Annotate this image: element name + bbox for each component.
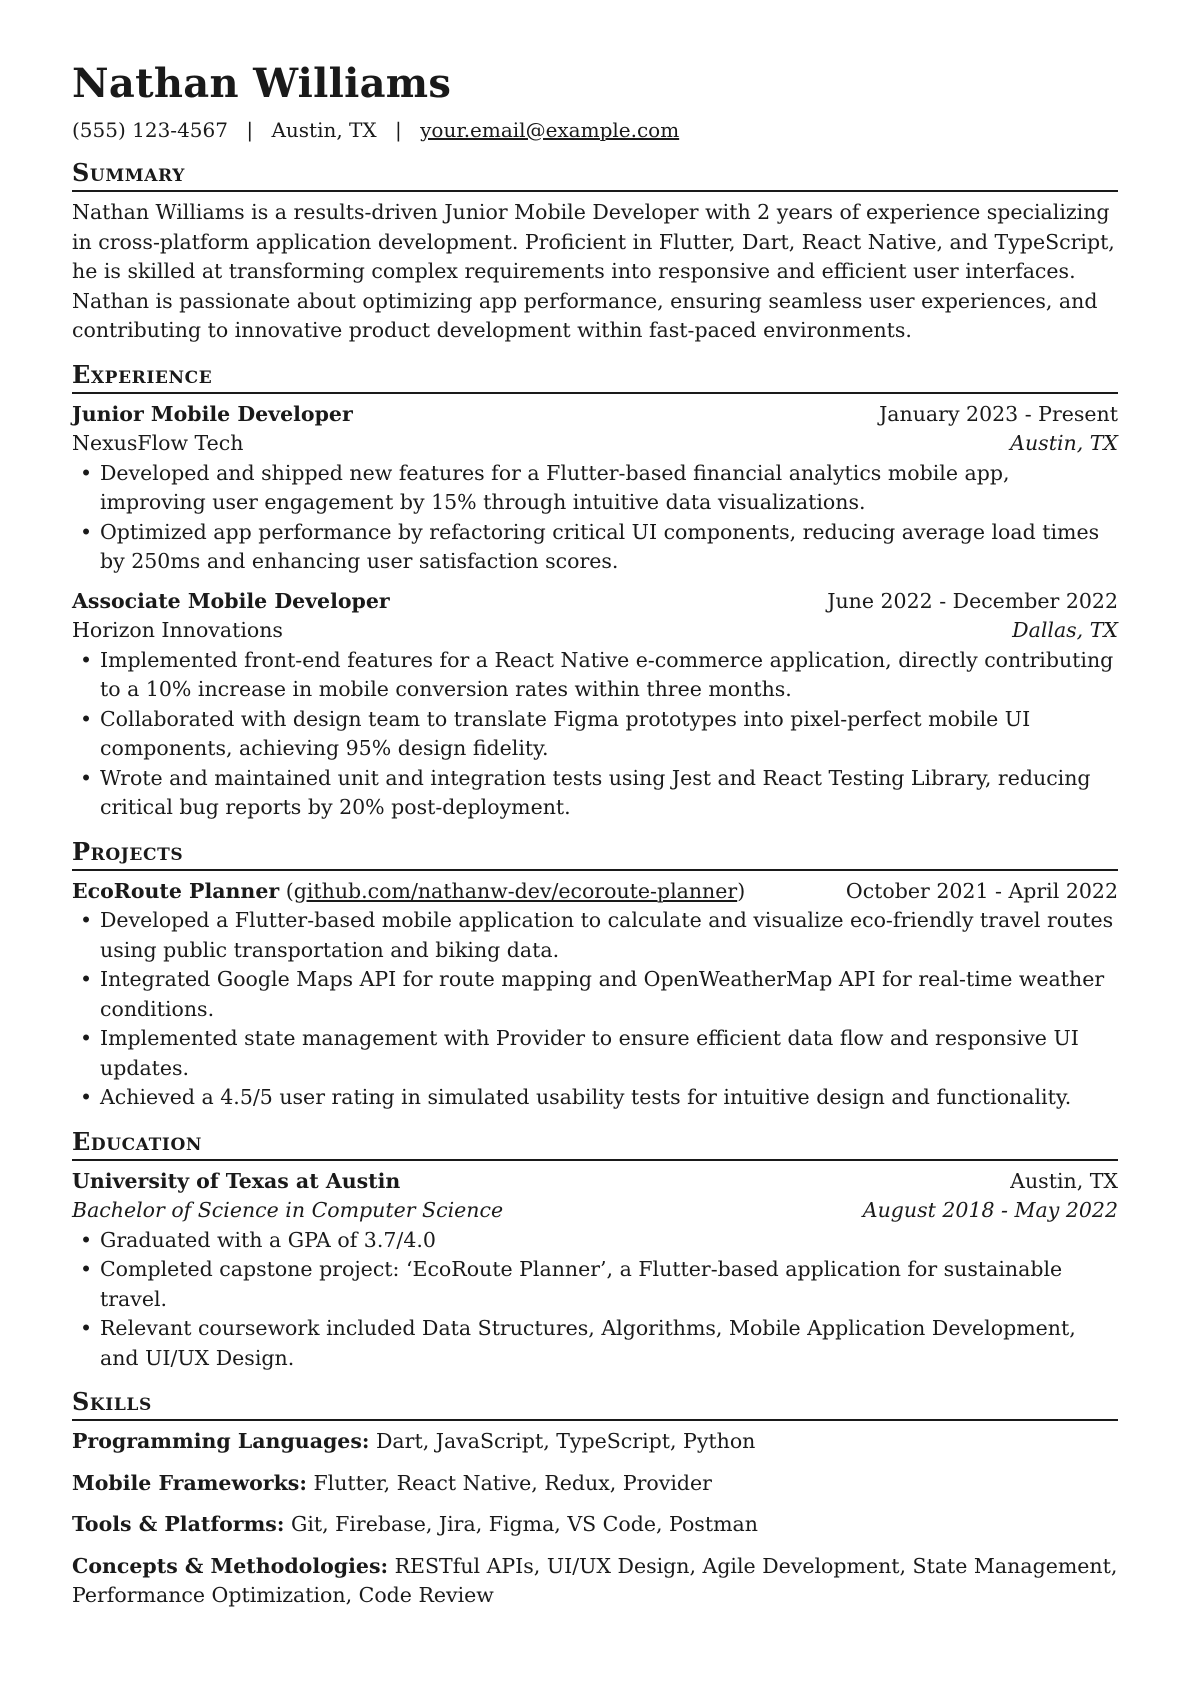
list-item: • Developed a Flutter-based mobile application to calculate and visualize eco-friendly travel routes using public transportation and biking data. (72, 906, 1118, 965)
job-dates: June 2022 - December 2022 (827, 588, 1118, 613)
skill-label: Mobile Frameworks: (72, 1470, 307, 1495)
list-item: • Graduated with a GPA of 3.7/4.0 (72, 1226, 1118, 1256)
company-name: Horizon Innovations (72, 618, 283, 642)
skill-value: Git, Firebase, Jira, Figma, VS Code, Postman (290, 1512, 758, 1536)
list-item: • Relevant coursework included Data Structures, Algorithms, Mobile Application Development, and UI/UX Design. (72, 1314, 1118, 1373)
skill-line (72, 1427, 1118, 1457)
contact-line (72, 116, 1118, 144)
section-title-education: Education (72, 1127, 1118, 1161)
section-title-projects: Projects (72, 837, 1118, 871)
experience-bullets (72, 459, 1118, 577)
list-item: • Developed and shipped new features for a Flutter-based financial analytics mobile app, improving user engagement by 15% through intuitive data visualizations. (72, 459, 1118, 518)
contact-location: Austin, TX (271, 118, 377, 142)
skill-line (72, 1552, 1118, 1611)
job-location: Austin, TX (1010, 431, 1118, 455)
skill-label: Concepts & Methodologies: (72, 1553, 389, 1578)
experience-bullets (72, 646, 1118, 823)
job-location: Dallas, TX (1012, 618, 1118, 642)
education-dates: August 2018 - May 2022 (862, 1198, 1118, 1222)
list-item: • Integrated Google Maps API for route mapping and OpenWeatherMap API for real-time weather conditions. (72, 965, 1118, 1024)
project-heading (72, 877, 745, 907)
job-title: Junior Mobile Developer (72, 401, 353, 426)
company-name: NexusFlow Tech (72, 431, 244, 455)
school-name: University of Texas at Austin (72, 1168, 401, 1193)
candidate-name: Nathan Williams (72, 60, 452, 107)
list-item: • Implemented front-end features for a React Native e-commerce application, directly contributing to a 10% increase in mobile conversion rates within three months. (72, 646, 1118, 705)
education-bullets (72, 1226, 1118, 1374)
education-entry (72, 1167, 1118, 1374)
skill-line (72, 1510, 1118, 1540)
degree-name: Bachelor of Science in Computer Science (72, 1198, 504, 1222)
job-dates: January 2023 - Present (879, 401, 1118, 426)
project-name: EcoRoute Planner (72, 878, 280, 903)
email-link[interactable]: your.email@example.com (420, 118, 680, 142)
project-entry (72, 877, 1118, 1113)
list-item: • Completed capstone project: ‘EcoRoute Planner’, a Flutter-based application for sustainable travel. (72, 1255, 1118, 1314)
phone-number: (555) 123-4567 (72, 118, 228, 142)
list-item: • Collaborated with design team to translate Figma prototypes into pixel-perfect mobile UI components, achieving 95% design fidelity. (72, 705, 1118, 764)
section-title-summary: Summary (72, 158, 1118, 192)
skill-value: Dart, JavaScript, TypeScript, Python (376, 1429, 756, 1453)
section-title-experience: Experience (72, 360, 1118, 394)
section-title-skills: Skills (72, 1387, 1118, 1421)
experience-entry (72, 587, 1118, 823)
list-item: • Achieved a 4.5/5 user rating in simulated usability tests for intuitive design and functionality. (72, 1083, 1118, 1113)
contact-separator: | (246, 118, 254, 142)
list-item: • Optimized app performance by refactoring critical UI components, reducing average load times by 250ms and enhancing user satisfaction scores. (72, 518, 1118, 577)
experience-entry (72, 400, 1118, 577)
paren-close: ) (737, 878, 746, 903)
project-link[interactable]: github.com/nathanw-dev/ecoroute-planner (293, 878, 738, 903)
skill-value: RESTful APIs, UI/UX Design, Agile Development, State Management, Performance Optimization, Code Review (72, 1553, 1118, 1607)
contact-separator: | (395, 118, 402, 142)
skill-label: Programming Languages: (72, 1429, 370, 1453)
project-dates: October 2021 - April 2022 (845, 878, 1118, 903)
skill-label: Tools & Platforms: (72, 1512, 285, 1536)
project-bullets (72, 906, 1118, 1113)
school-location: Austin, TX (1010, 1168, 1118, 1193)
paren-open: ( (285, 878, 294, 903)
summary-text: Nathan Williams is a results-driven Junior Mobile Developer with 2 years of experience specializing in cross-platform application development. Proficient in Flutter, Dart, React Native, and TypeScript, he is skilled at transforming complex requirements into responsive and efficient user interfaces. Nathan is passionate about optimizing app performance, ensuring seamless user experiences, and contributing to innovative product development within fast-paced environments. (72, 200, 1115, 342)
list-item: • Implemented state management with Provider to ensure efficient data flow and responsive UI updates. (72, 1024, 1118, 1083)
skill-line (72, 1469, 1118, 1499)
list-item: • Wrote and maintained unit and integration tests using Jest and React Testing Library, reducing critical bug reports by 20% post-deployment. (72, 764, 1118, 823)
skill-value: Flutter, React Native, Redux, Provider (313, 1470, 712, 1495)
job-title: Associate Mobile Developer (72, 588, 390, 613)
